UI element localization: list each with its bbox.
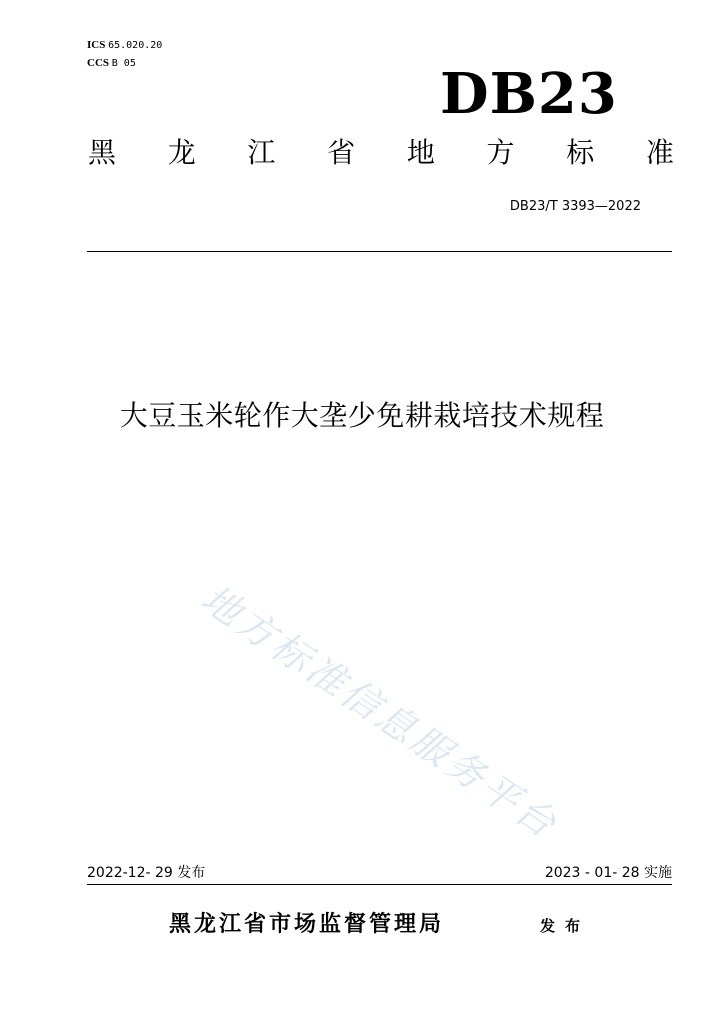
standard-number: DB23/T 3393—2022 [509, 199, 641, 214]
db-logo: DB23 [440, 61, 618, 127]
implementation-date: 2023 - 01- 28 实施 [544, 865, 672, 881]
standard-type-char: 标 [566, 136, 595, 169]
document-title: 大豆玉米轮作大垄少免耕栽培技术规程 [119, 399, 605, 432]
ics-code [87, 38, 162, 53]
watermark: 地方标准信息服务平台 [193, 576, 567, 848]
publish-label: 发布 [540, 917, 591, 935]
issue-date: 2022-12- 29 发布 [87, 865, 206, 881]
standard-type-char: 省 [327, 136, 356, 169]
standard-type-heading [88, 136, 674, 170]
standard-type-char: 准 [645, 136, 674, 169]
standard-type-char: 江 [247, 136, 276, 169]
standard-type-char: 地 [406, 136, 435, 169]
ics-label: ICS [87, 39, 106, 51]
standard-type-char: 方 [486, 136, 515, 169]
ccs-number: B 05 [111, 58, 136, 69]
ccs-code [87, 56, 136, 71]
header-divider [87, 251, 672, 252]
standard-type-char: 龙 [167, 136, 196, 169]
ics-number: 65.020.20 [108, 40, 163, 51]
footer-divider [87, 884, 672, 885]
ccs-label: CCS [87, 57, 110, 69]
standard-type-char: 黑 [88, 136, 117, 169]
publisher-name: 黑龙江省市场监督管理局 [169, 912, 445, 937]
